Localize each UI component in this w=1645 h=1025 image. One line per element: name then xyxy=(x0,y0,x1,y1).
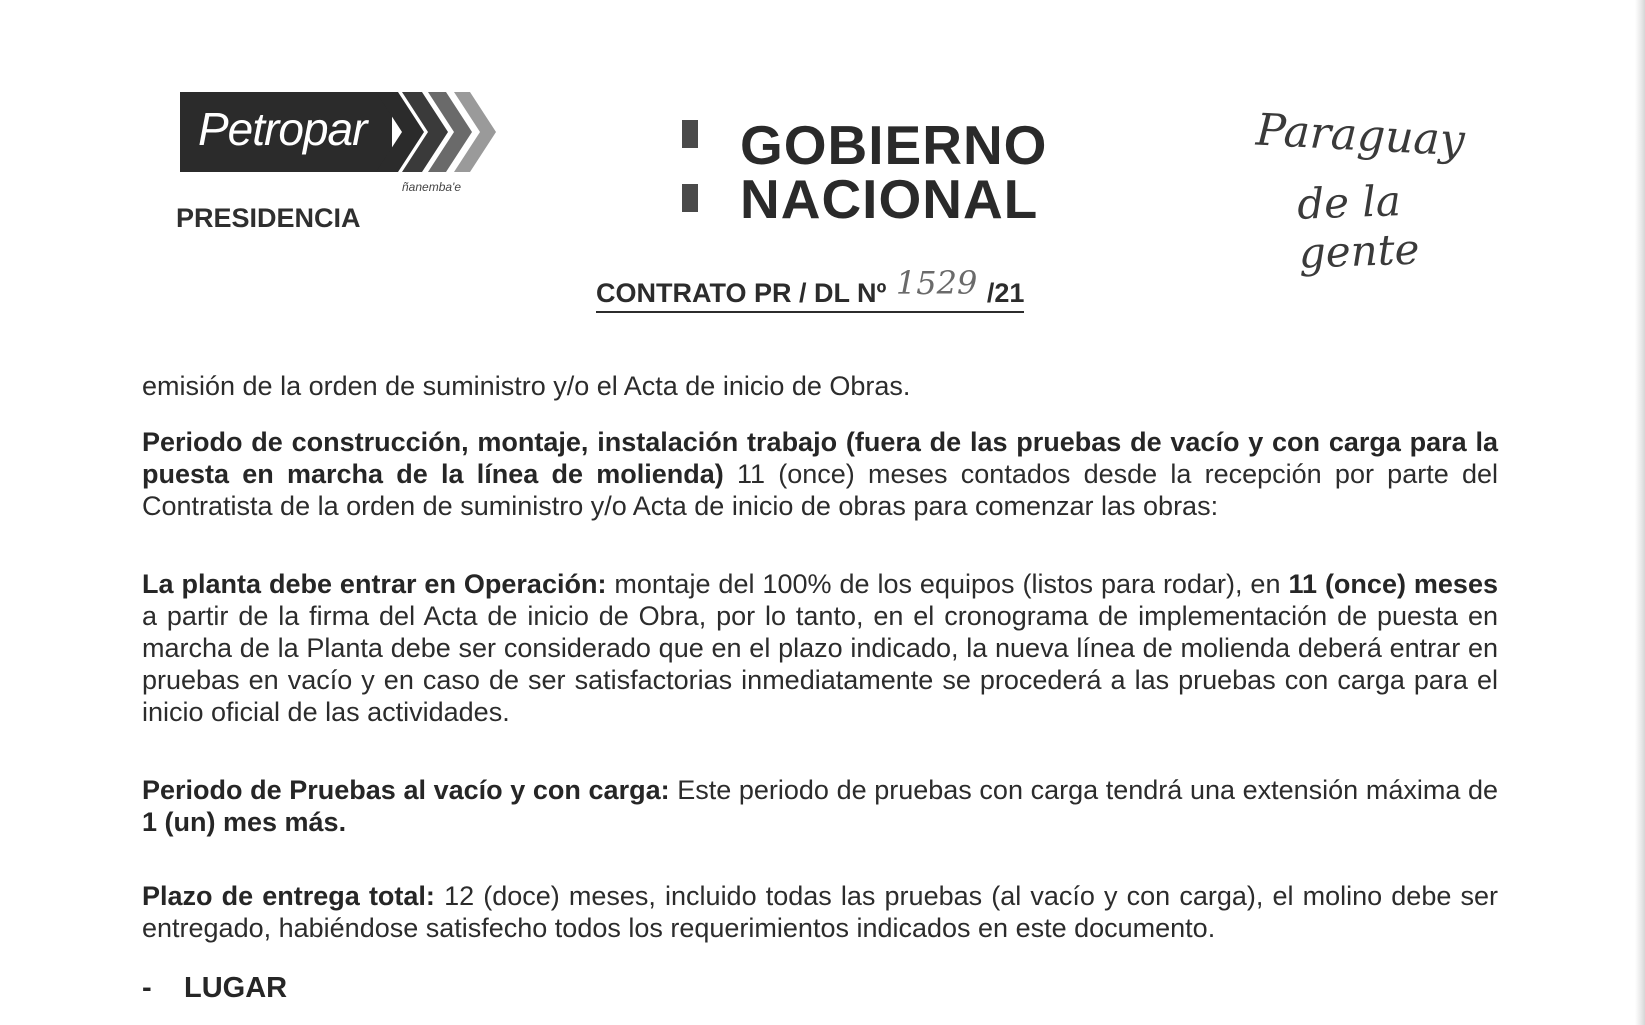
paraguay-de-la-gente-logo xyxy=(1250,104,1510,278)
paragraph-total-delivery xyxy=(142,880,1498,944)
department-label: PRESIDENCIA xyxy=(176,203,361,233)
gobierno-line-2: NACIONAL xyxy=(740,168,1039,230)
paragraph-emphasis: 11 (once) meses xyxy=(1288,569,1498,599)
chevrons-icon xyxy=(376,92,506,172)
scan-edge-shadow xyxy=(1635,0,1645,1025)
petropar-tagline: ñanemba'e xyxy=(402,180,462,194)
contract-title xyxy=(596,264,1025,313)
document-header xyxy=(0,0,1645,320)
paragraph-text: montaje del 100% de los equipos (listos para rodar), en xyxy=(606,569,1289,599)
section-heading-text: LUGAR xyxy=(184,972,288,1004)
petropar-logo-box xyxy=(180,92,392,172)
contract-number-handwritten: 1529 xyxy=(895,264,978,302)
paragraph-text: 12 (doce) meses, incluido todas las pruebas (al vacío y con carga), el molino debe ser entregado, habiéndose satisfecho todos los requerimientos indicados en este documento. xyxy=(142,881,1498,943)
paragraph-heading: La planta debe entrar en Operación: xyxy=(142,569,607,599)
section-heading-lugar xyxy=(142,972,287,1005)
paragraph-testing-period xyxy=(142,774,1498,838)
paraguay-logo-line-2: de la gente xyxy=(1296,176,1421,278)
list-dash: - xyxy=(142,972,152,1004)
paragraph-heading: Periodo de Pruebas al vacío y con carga: xyxy=(142,775,670,805)
petropar-logo-text: Petropar xyxy=(198,103,367,155)
paragraph-text: emisión de la orden de suministro y/o el Acta de inicio de Obras. xyxy=(142,371,911,401)
paragraph-heading: Plazo de entrega total: xyxy=(142,881,435,911)
paragraph-plant-operation xyxy=(142,568,1498,728)
gobierno-nacional-logo xyxy=(682,114,1052,230)
paragraph-emphasis: 1 (un) mes más. xyxy=(142,807,347,837)
gobierno-square-icon xyxy=(682,120,698,148)
gobierno-line-1: GOBIERNO xyxy=(740,114,1048,176)
paragraph-text: 11 (once) meses contados desde la recepción por parte del Contratista de la orden de suministro y/o Acta de inicio de obras para comenzar las obras: xyxy=(142,459,1498,521)
paraguay-logo-line-1: Paraguay xyxy=(1254,104,1466,167)
contract-title-prefix: CONTRATO PR / DL Nº xyxy=(596,278,887,308)
petropar-logo xyxy=(180,92,505,202)
paragraph-text: a partir de la firma del Acta de inicio de Obra, por lo tanto, en el cronograma de implementación de puesta en marcha de la Planta debe ser considerado que en el plazo indicado, la nueva línea de molienda deberá entrar en pruebas en vacío y en caso de ser satisfactorias inmediatamente se procederá a las pruebas con carga para el inicio oficial de las actividades. xyxy=(142,601,1498,727)
paragraph-heading: Periodo de construcción, montaje, instalación trabajo (fuera de las pruebas de vacío y con carga para la puesta en marcha de la línea de molienda) xyxy=(142,427,1498,489)
gobierno-square-icon xyxy=(682,184,698,212)
paragraph-order-issue xyxy=(142,370,1498,402)
contract-title-suffix: /21 xyxy=(986,278,1025,308)
paragraph-text: Este periodo de pruebas con carga tendrá una extensión máxima de xyxy=(669,775,1498,805)
paragraph-construction-period xyxy=(142,426,1498,522)
